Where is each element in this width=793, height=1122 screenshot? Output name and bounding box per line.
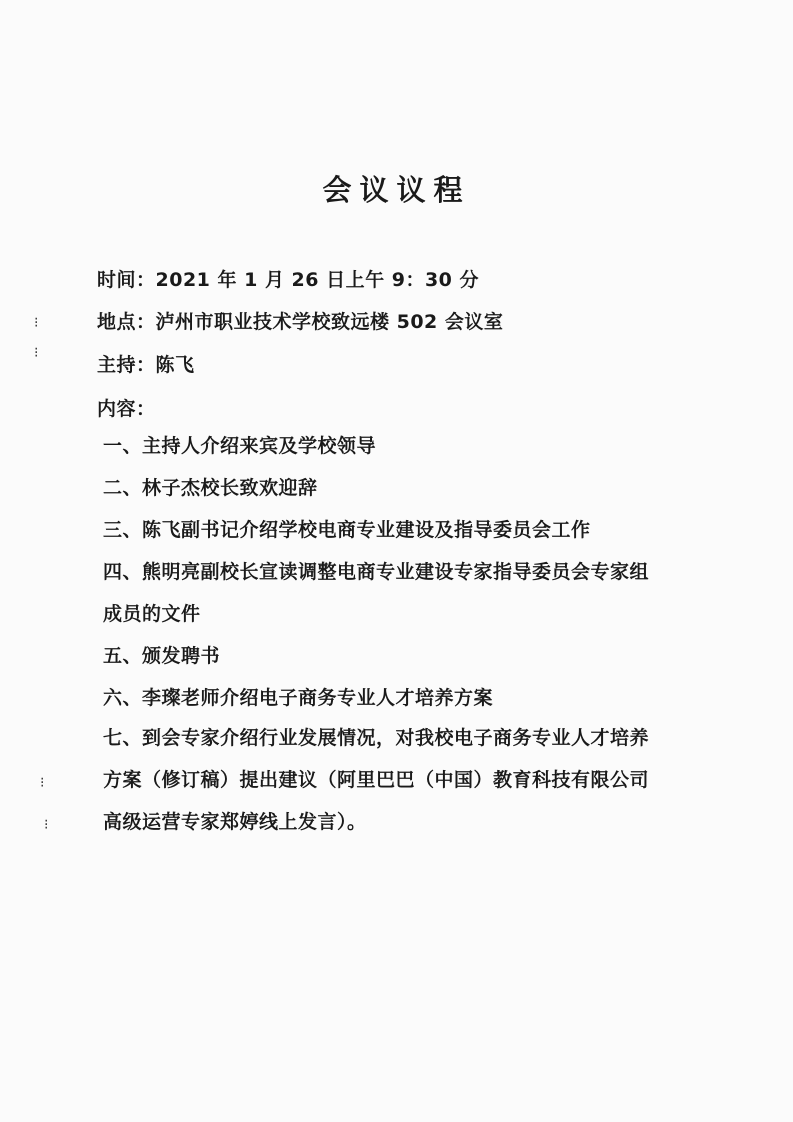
meeting-time: 时间：2021 年 1 月 26 日上午 9：30 分 <box>97 269 480 291</box>
meeting-place: 地点：泸州市职业技术学校致远楼 502 会议室 <box>97 311 504 333</box>
document-title: 会议议程 <box>322 173 471 207</box>
agenda-item-2: 二、林子杰校长致欢迎辞 <box>103 477 318 499</box>
agenda-item-4-line-2: 成员的文件 <box>103 603 201 625</box>
scan-speck: ⁝ <box>44 817 49 833</box>
scan-speck: ⁝ <box>40 775 45 791</box>
agenda-item-1: 一、主持人介绍来宾及学校领导 <box>103 435 377 457</box>
scan-speck: ⁝ <box>34 345 39 361</box>
agenda-item-5: 五、颁发聘书 <box>103 645 221 667</box>
scan-speck: ⁝ <box>34 315 39 331</box>
agenda-item-3: 三、陈飞副书记介绍学校电商专业建设及指导委员会工作 <box>103 519 591 541</box>
meeting-host: 主持：陈飞 <box>97 354 195 376</box>
agenda-item-7-line-2: 方案（修订稿）提出建议（阿里巴巴（中国）教育科技有限公司 <box>103 769 650 791</box>
agenda-item-6: 六、李璨老师介绍电子商务专业人才培养方案 <box>103 687 494 709</box>
agenda-item-4-line-1: 四、熊明亮副校长宣读调整电商专业建设专家指导委员会专家组 <box>103 561 650 583</box>
agenda-item-7-line-3: 高级运营专家郑婷线上发言）。 <box>103 811 367 833</box>
agenda-item-7-line-1: 七、到会专家介绍行业发展情况，对我校电子商务专业人才培养 <box>103 727 650 749</box>
content-label: 内容： <box>97 398 156 420</box>
